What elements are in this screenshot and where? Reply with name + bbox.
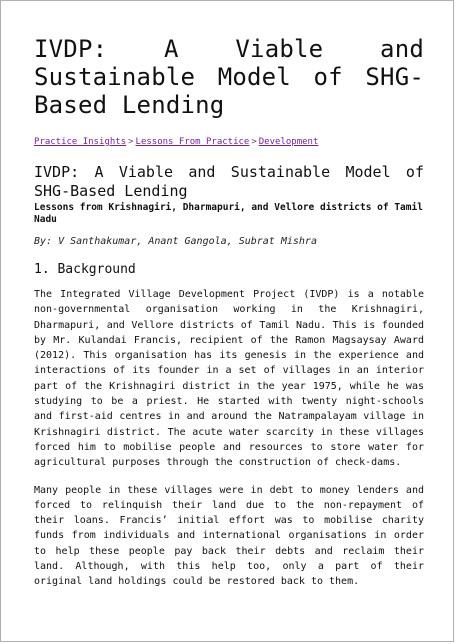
breadcrumb [34, 136, 424, 148]
breadcrumb-link-practice-insights[interactable]: Practice Insights [34, 137, 127, 147]
section-heading-background: 1. Background [34, 262, 136, 277]
breadcrumb-separator: > [251, 137, 257, 147]
paragraph-background-1: The Integrated Village Development Project (IVDP) is a notable non-governmental organisation working in the Krishnagiri, Dharmapuri, and Vellore districts of Tamil Nadu. This is founded by Mr. Kulandai Francis, recipient of the Ramon Magsaysay Award (2012). This organisation has its genesis in the experience and interactions of its founder in a set of villages in an interior part of the Krishnagiri district in the year 1975, while he was studying to be a priest. He started with twenty night-schools and first-aid centres in and around the Natrampalayam village in Krishnagiri district. The acute water scarcity in these villages forced him to mobilise people and resources to store water for agricultural purposes through the construction of check-dams. [34, 289, 424, 469]
document-content [34, 35, 424, 590]
article-subtitle: Lessons from Krishnagiri, Dharmapuri, and Vellore districts of Tamil Nadu [34, 202, 423, 225]
article-title: IVDP: A Viable and Sustainable Model of SHG-Based Lending [34, 163, 424, 200]
article-authors: By: V Santhakumar, Anant Gangola, Subrat Mishra [34, 236, 317, 247]
breadcrumb-link-development[interactable]: Development [258, 137, 319, 147]
breadcrumb-link-lessons-from-practice[interactable]: Lessons From Practice [135, 137, 250, 147]
paragraph-background-2: Many people in these villages were in debt to money lenders and forced to relinquish their land due to the non-repayment of their loans. Francis’ initial effort was to mobilise charity funds from individuals and international organisations in order to help these people pay back their debts and reclaim their land. Although, with this help too, only a part of their original land holdings could be restored back to them. [34, 484, 424, 588]
breadcrumb-separator: > [128, 137, 134, 147]
page-title: IVDP: A Viable and Sustainable Model of SHG-Based Lending [34, 35, 424, 119]
